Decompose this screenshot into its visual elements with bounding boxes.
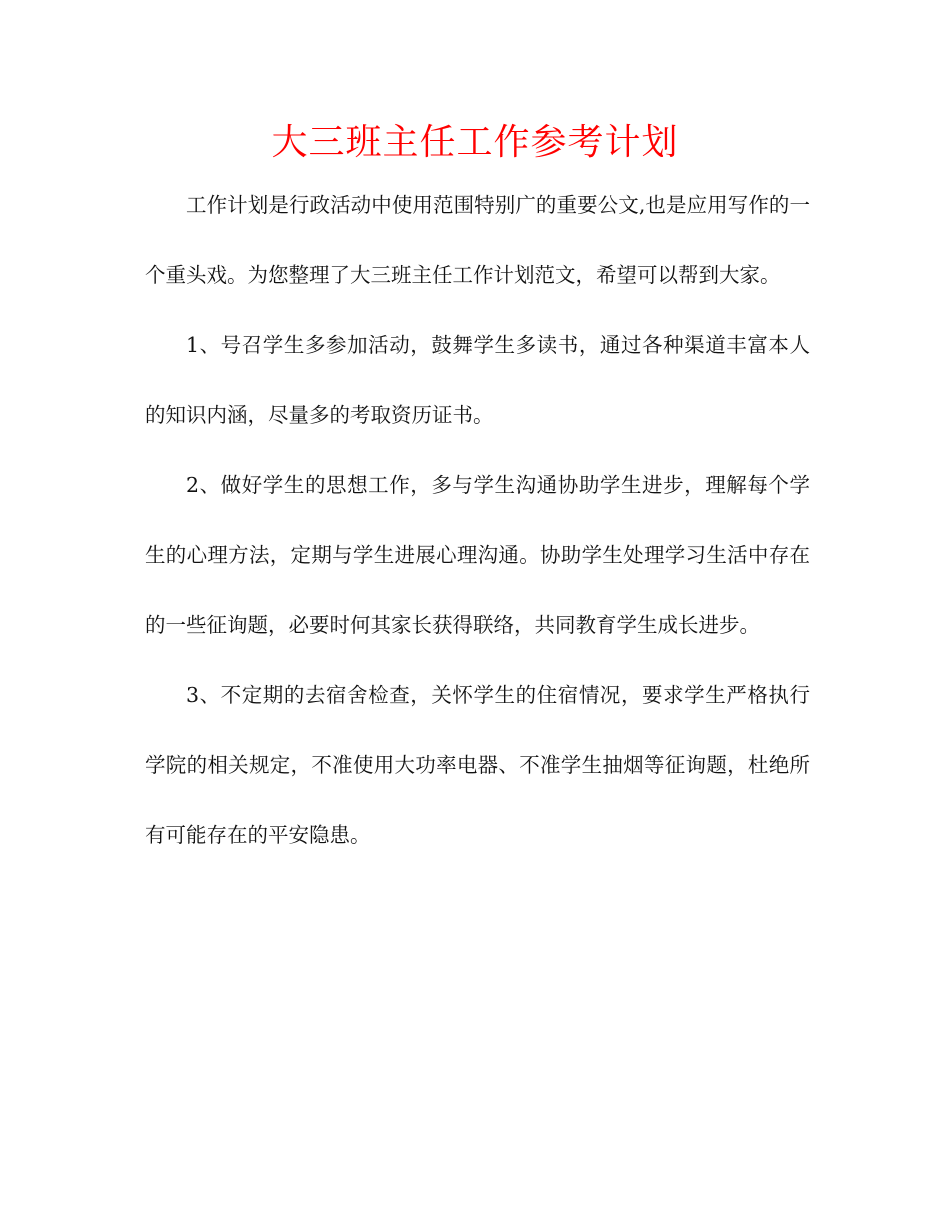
intro-paragraph: 工作计划是行政活动中使用范围特别广的重要公文,也是应用写作的一个重头戏。为您整理了大三班主任工作计划范文，希望可以帮到大家。 xyxy=(145,193,810,287)
document-title: 大三班主任工作参考计划 xyxy=(271,122,679,163)
paragraph-item-1: 1、号召学生多参加活动，鼓舞学生多读书，通过各种渠道丰富本人的知识内涵，尽量多的考取资历证书。 xyxy=(145,333,810,427)
paragraph-item-3: 3、不定期的去宿舍检查，关怀学生的住宿情况，要求学生严格执行学院的相关规定，不准使用大功率电器、不准学生抽烟等征询题，杜绝所有可能存在的平安隐患。 xyxy=(145,683,810,847)
document-body xyxy=(145,170,810,870)
paragraph-item-2: 2、做好学生的思想工作，多与学生沟通协助学生进步，理解每个学生的心理方法，定期与学生进展心理沟通。协助学生处理学习生活中存在的一些征询题，必要时何其家长获得联络，共同教育学生成长进步。 xyxy=(145,473,810,637)
